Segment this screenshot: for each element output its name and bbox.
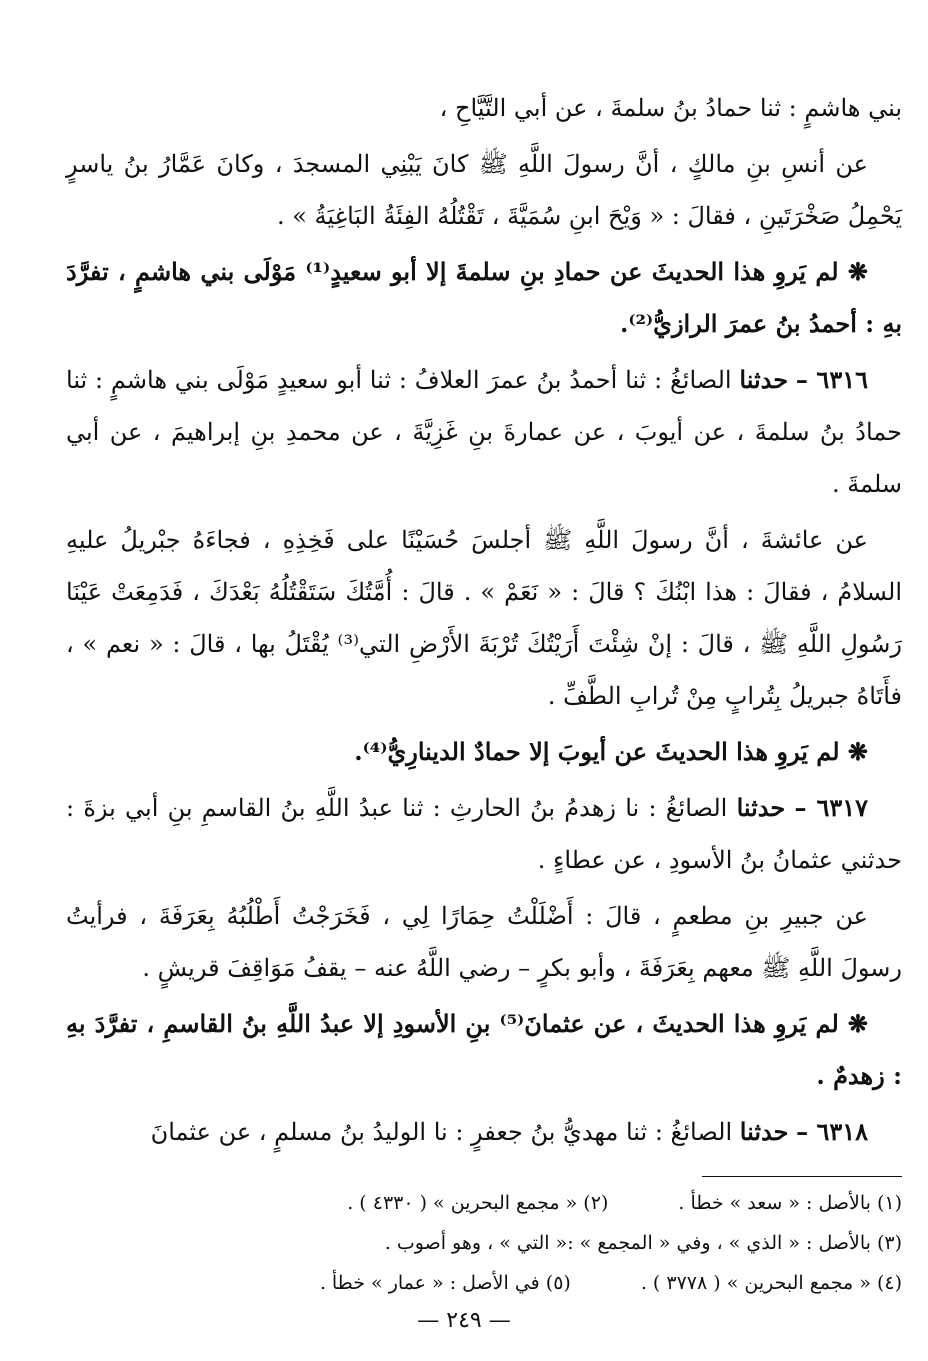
footnote-1: (١) بالأصل : « سعد » خطأ . [678, 1192, 902, 1214]
hadith-number: ٦٣١٨ – [796, 1117, 868, 1146]
hadith-chain-text: الصائغُ : ثنا أحمدُ بنُ عمرَ العلافُ : ثنا أبو سعيدٍ مَوْلَى بني هاشمٍ : ثنا حمادُ بنُ سلمةَ ، عن أيوبَ ، عن عمارةَ بنِ غَزِيَّةَ ، عن محمدِ بنِ إبراهيمَ ، عن أبي سلمةَ . [66, 366, 903, 498]
hadith-lead-word: حدثنا [736, 793, 786, 822]
hadith-6317-chain [66, 782, 902, 886]
footnote-2: (٢) « مجمع البحرين » ( ٤٣٣٠ ) . [347, 1192, 609, 1214]
hadith-number: ٦٣١٦ – [795, 365, 868, 394]
footnote-3: (٣) بالأصل : « الذي » ، وفي « المجمع » :« التي » ، وهو أصوب . [384, 1232, 902, 1254]
footnote-row [66, 1263, 902, 1303]
footnote-4: (٤) « مجمع البحرين » ( ٣٧٧٨ ) . [640, 1272, 902, 1294]
hadith-chain-text: الصائغُ : نا زهدمُ بنُ الحارثِ : ثنا عبدُ اللَّهِ بنُ القاسمِ بنِ أبي بزةَ : حدثني عثمانُ بنُ الأسودِ ، عن عطاءٍ . [66, 794, 902, 874]
hadith-text: عن جبيرِ بنِ مطعمٍ ، قالَ : أَضْلَلْتُ حِمَارًا لِي ، فَخَرَجْتُ أَطْلُبُهُ بِعَرَفَةَ ، فرأيتُ رسولَ اللَّهِ ﷺ معهم بِعَرَفَةَ ، وأبو بكرٍ – رضي اللَّهُ عنه – يقفُ مَوَاقِفَ قريشٍ . [66, 902, 902, 982]
hadith-text: عن عائشةَ ، أنَّ رسولَ اللَّهِ ﷺ أجلسَ حُسَيْنًا على فَخِذِهِ ، فجاءَهُ جبْريلُ عليهِ السلامُ ، فقالَ : هذا ابْنُكَ ؟ قالَ : « نَعَمْ » . قالَ : أُمَّتُكَ سَتَقْتُلُهُ بَعْدَكَ ، فَدَمِعَتْ عَيْنَا رَسُولِ اللَّهِ ﷺ ، قالَ : إنْ شِئْتَ أَرَيْتُكَ تُرْبَةَ الأَرْضِ التي⁽³⁾ يُقْتَلُ بها ، قالَ : « نعم » ، فأَتَاهُ جبريلُ بِتُرابٍ مِنْ تُرابِ الطَّفِّ . [66, 526, 902, 710]
footnote-divider [702, 1176, 902, 1177]
hadith-6318-chain [66, 1106, 902, 1158]
hadith-lead-word: حدثنا [739, 365, 789, 394]
hadith-lead-word: حدثنا [739, 1117, 789, 1146]
page-number: — ٢٤٩ — [417, 1308, 511, 1333]
footnote-5: (٥) في الأصل : « عمار » خطأ . [319, 1272, 571, 1294]
commentary-note: ❋ لم يَروِ هذا الحديثَ عن أيوبَ إلا حمادٌ الدينارِيُّ⁽⁴⁾. [354, 737, 868, 766]
commentary-note: ❋ لم يَروِ هذا الحديثَ ، عن عثمانَ⁽⁵⁾ بنِ الأسودِ إلا عبدُ اللَّهِ بنُ القاسمِ ، تفرَّدَ بهِ : زهدمٌ . [66, 1009, 902, 1090]
hadith-text: عن أنسِ بنِ مالكٍ ، أنَّ رسولَ اللَّهِ ﷺ كانَ يَبْنِي المسجدَ ، وكانَ عَمَّارُ بنُ ياسرٍ يَحْمِلُ صَخْرَتَينِ ، فقالَ : « وَيْحَ ابنِ سُمَيَّةَ ، تَقْتُلُهُ الفِئَةُ البَاغِيَةُ » . [66, 150, 902, 230]
hadith-chain-text: الصائغُ : ثنا مهديُّ بنُ جعفرٍ : نا الوليدُ بنُ مسلمٍ ، عن عثمانَ [150, 1118, 733, 1146]
hadith-6316-chain [66, 354, 902, 510]
hadith-number: ٦٣١٧ – [794, 793, 868, 822]
commentary-note: ❋ لم يَروِ هذا الحديثَ عن حمادِ بنِ سلمةَ إلا أبو سعيدٍ⁽¹⁾ مَوْلَى بني هاشمٍ ، تفرَّدَ بهِ : أحمدُ بنُ عمرَ الرازيُّ⁽²⁾. [66, 257, 902, 338]
footnote-row [66, 1183, 902, 1223]
hadith-chain-continued: بني هاشمٍ : ثنا حمادُ بنُ سلمةَ ، عن أبي التَّيَّاحِ ، [439, 94, 902, 122]
